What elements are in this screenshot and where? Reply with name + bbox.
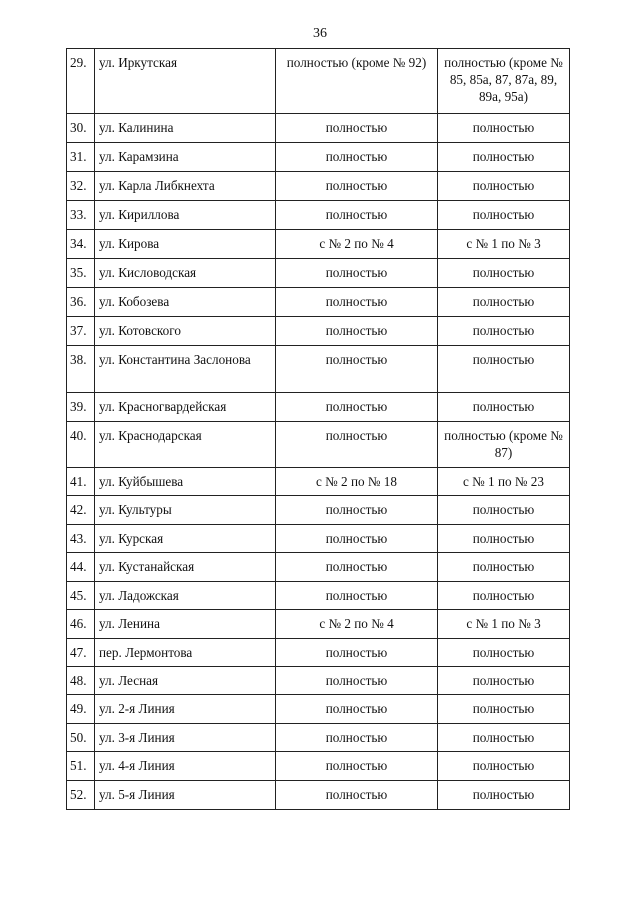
range-col-1: полностью — [276, 259, 438, 288]
street-name: ул. Кирова — [95, 230, 276, 259]
street-name: пер. Лермонтова — [95, 639, 276, 667]
table-row — [67, 553, 570, 582]
street-name: ул. Культуры — [95, 496, 276, 525]
range-col-2: полностью — [438, 781, 570, 810]
row-number: 33. — [67, 201, 95, 230]
table-row — [67, 114, 570, 143]
table-row — [67, 172, 570, 201]
street-name: ул. Лесная — [95, 667, 276, 695]
range-col-2: полностью — [438, 667, 570, 695]
range-col-1: полностью — [276, 724, 438, 752]
street-name: ул. Карамзина — [95, 143, 276, 172]
range-col-2: полностью — [438, 259, 570, 288]
range-col-1: полностью — [276, 393, 438, 422]
street-name: ул. Котовского — [95, 317, 276, 346]
range-col-1: полностью — [276, 525, 438, 553]
table-row — [67, 781, 570, 810]
range-col-1: полностью — [276, 496, 438, 525]
row-number: 31. — [67, 143, 95, 172]
street-name: ул. 3-я Линия — [95, 724, 276, 752]
table-row — [67, 422, 570, 468]
table-row — [67, 496, 570, 525]
table-row — [67, 525, 570, 553]
range-col-1: полностью — [276, 346, 438, 393]
range-col-1: полностью — [276, 553, 438, 582]
range-col-2: полностью — [438, 317, 570, 346]
range-col-1: полностью — [276, 639, 438, 667]
range-col-2: полностью — [438, 393, 570, 422]
range-col-1: полностью — [276, 781, 438, 810]
street-name: ул. Куйбышева — [95, 468, 276, 496]
row-number: 41. — [67, 468, 95, 496]
street-name: ул. Курская — [95, 525, 276, 553]
table-row — [67, 393, 570, 422]
street-name: ул. Кисловодская — [95, 259, 276, 288]
row-number: 44. — [67, 553, 95, 582]
row-number: 34. — [67, 230, 95, 259]
range-col-2: с № 1 по № 3 — [438, 610, 570, 639]
range-col-1: полностью — [276, 288, 438, 317]
street-name: ул. Кустанайская — [95, 553, 276, 582]
street-name: ул. Кириллова — [95, 201, 276, 230]
row-number: 51. — [67, 752, 95, 781]
table-row — [67, 317, 570, 346]
table-row — [67, 610, 570, 639]
table-row — [67, 346, 570, 393]
street-name: ул. Кобозева — [95, 288, 276, 317]
range-col-2: полностью — [438, 752, 570, 781]
street-name: ул. Константина Заслонова — [95, 346, 276, 393]
range-col-1: полностью — [276, 752, 438, 781]
table-row — [67, 639, 570, 667]
row-number: 50. — [67, 724, 95, 752]
range-col-1: полностью — [276, 422, 438, 468]
row-number: 47. — [67, 639, 95, 667]
streets-table — [66, 48, 570, 810]
row-number: 30. — [67, 114, 95, 143]
page-number: 36 — [313, 26, 327, 41]
row-number: 49. — [67, 695, 95, 724]
street-name: ул. Ладожская — [95, 582, 276, 610]
row-number: 39. — [67, 393, 95, 422]
street-name: ул. Иркутская — [95, 49, 276, 114]
row-number: 37. — [67, 317, 95, 346]
range-col-2: полностью — [438, 172, 570, 201]
row-number: 36. — [67, 288, 95, 317]
range-col-1: полностью — [276, 172, 438, 201]
table-row — [67, 288, 570, 317]
row-number: 40. — [67, 422, 95, 468]
range-col-2: полностью — [438, 143, 570, 172]
range-col-2: полностью — [438, 201, 570, 230]
street-name: ул. 4-я Линия — [95, 752, 276, 781]
table-row — [67, 201, 570, 230]
range-col-1: полностью — [276, 143, 438, 172]
table-row — [67, 468, 570, 496]
street-name: ул. Карла Либкнехта — [95, 172, 276, 201]
row-number: 35. — [67, 259, 95, 288]
row-number: 46. — [67, 610, 95, 639]
street-name: ул. Ленина — [95, 610, 276, 639]
range-col-1: полностью — [276, 695, 438, 724]
range-col-2: полностью — [438, 496, 570, 525]
range-col-2: полностью — [438, 724, 570, 752]
table-row — [67, 724, 570, 752]
range-col-1: полностью — [276, 317, 438, 346]
range-col-1: с № 2 по № 4 — [276, 610, 438, 639]
range-col-2: полностью — [438, 553, 570, 582]
range-col-2: полностью — [438, 346, 570, 393]
row-number: 52. — [67, 781, 95, 810]
table-row — [67, 752, 570, 781]
range-col-2: полностью — [438, 525, 570, 553]
row-number: 38. — [67, 346, 95, 393]
table-row — [67, 143, 570, 172]
table-row — [67, 667, 570, 695]
row-number: 45. — [67, 582, 95, 610]
row-number: 42. — [67, 496, 95, 525]
table-row — [67, 49, 570, 114]
table-row — [67, 230, 570, 259]
range-col-1: полностью — [276, 582, 438, 610]
table-row — [67, 695, 570, 724]
street-name: ул. 5-я Линия — [95, 781, 276, 810]
row-number: 48. — [67, 667, 95, 695]
range-col-2: полностью — [438, 288, 570, 317]
range-col-1: полностью — [276, 201, 438, 230]
range-col-2: с № 1 по № 23 — [438, 468, 570, 496]
range-col-2: полностью — [438, 582, 570, 610]
range-col-1: с № 2 по № 4 — [276, 230, 438, 259]
street-name: ул. Калинина — [95, 114, 276, 143]
table-row — [67, 259, 570, 288]
range-col-2: полностью — [438, 639, 570, 667]
range-col-1: полностью — [276, 114, 438, 143]
range-col-1: с № 2 по № 18 — [276, 468, 438, 496]
street-name: ул. 2-я Линия — [95, 695, 276, 724]
range-col-1: полностью — [276, 667, 438, 695]
range-col-2: с № 1 по № 3 — [438, 230, 570, 259]
range-col-1: полностью (кроме № 92) — [276, 49, 438, 114]
range-col-2: полностью — [438, 114, 570, 143]
row-number: 32. — [67, 172, 95, 201]
row-number: 43. — [67, 525, 95, 553]
range-col-2: полностью — [438, 695, 570, 724]
range-col-2: полностью (кроме № 87) — [438, 422, 570, 468]
range-col-2: полностью (кроме № 85, 85а, 87, 87а, 89, 89а, 95а) — [438, 49, 570, 114]
street-name: ул. Красногвардейская — [95, 393, 276, 422]
table-row — [67, 582, 570, 610]
street-name: ул. Краснодарская — [95, 422, 276, 468]
row-number: 29. — [67, 49, 95, 114]
